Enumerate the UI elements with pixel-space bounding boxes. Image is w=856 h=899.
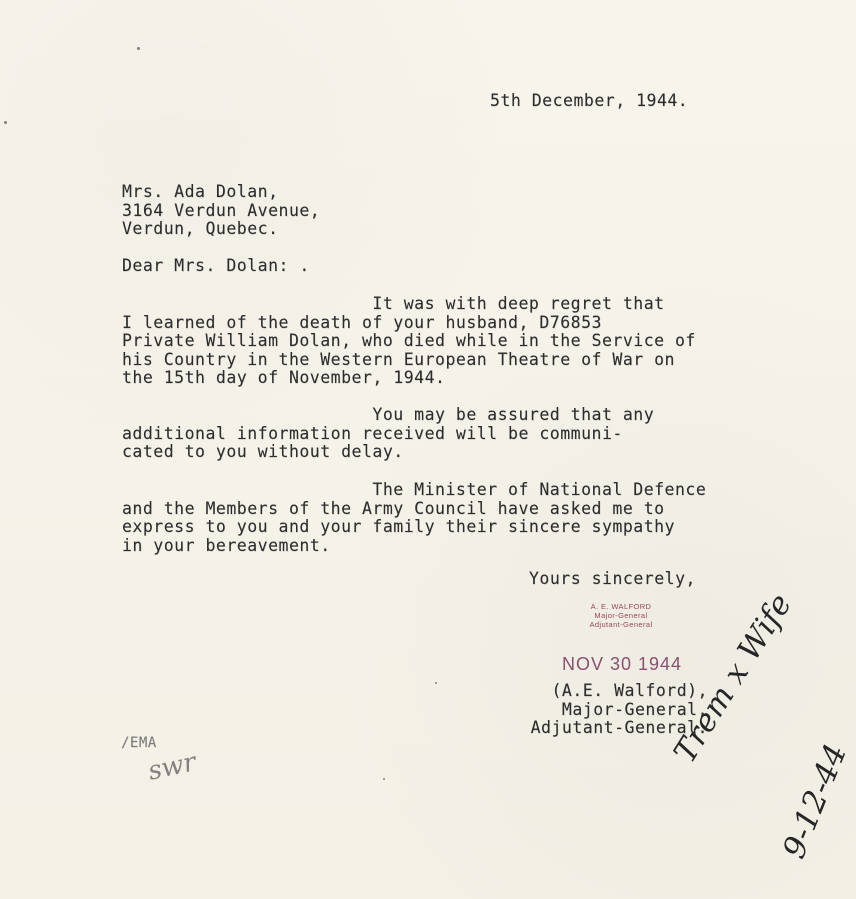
handwritten-initials: swr bbox=[145, 747, 199, 787]
signature-stamp bbox=[566, 602, 676, 629]
signature-line: Major-General, bbox=[561, 699, 708, 719]
signature-line: (A.E. Walford), bbox=[551, 681, 708, 700]
signature-line: Adjutant-General. bbox=[530, 718, 708, 737]
signature-stamp-line: Major-General bbox=[594, 611, 648, 620]
handwritten-note: Trem x Wife bbox=[667, 587, 800, 770]
typist-initials: /EMA bbox=[121, 735, 157, 751]
handwritten-date: 9-12-44 bbox=[776, 739, 855, 864]
recipient-line: Mrs. Ada Dolan, bbox=[122, 182, 279, 201]
paper-speck bbox=[383, 778, 385, 780]
recipient-line: Verdun, Quebec. bbox=[122, 219, 279, 238]
letter-paragraph-condolence: It was with deep regret that I learned of the death of your husband, D76853 Private William Dolan, who died while in the Service of his Country in the Western European Theatre of War on the 15th day of November, 1944. bbox=[122, 294, 696, 387]
paper-speck bbox=[137, 47, 140, 50]
received-date-stamp: NOV 30 1944 bbox=[562, 654, 683, 674]
closing: Yours sincerely, bbox=[529, 569, 696, 588]
letter-paragraph-sympathy: The Minister of National Defence and the Members of the Army Council have asked me to express to you and your family their sincere sympathy in your bereavement. bbox=[122, 480, 707, 555]
paper-speck bbox=[435, 682, 437, 684]
letter-paragraph-information: You may be assured that any additional information received will be communi- cated to you without delay. bbox=[122, 405, 655, 461]
signature-stamp-line: A. E. WALFORD bbox=[590, 602, 652, 611]
paper-speck bbox=[4, 121, 7, 124]
recipient-line: 3164 Verdun Avenue, bbox=[122, 200, 321, 220]
signature-stamp-line: Adjutant-General bbox=[589, 620, 653, 629]
salutation: Dear Mrs. Dolan: . bbox=[122, 256, 310, 275]
recipient-address bbox=[122, 183, 320, 239]
letter-date: 5th December, 1944. bbox=[490, 91, 689, 110]
